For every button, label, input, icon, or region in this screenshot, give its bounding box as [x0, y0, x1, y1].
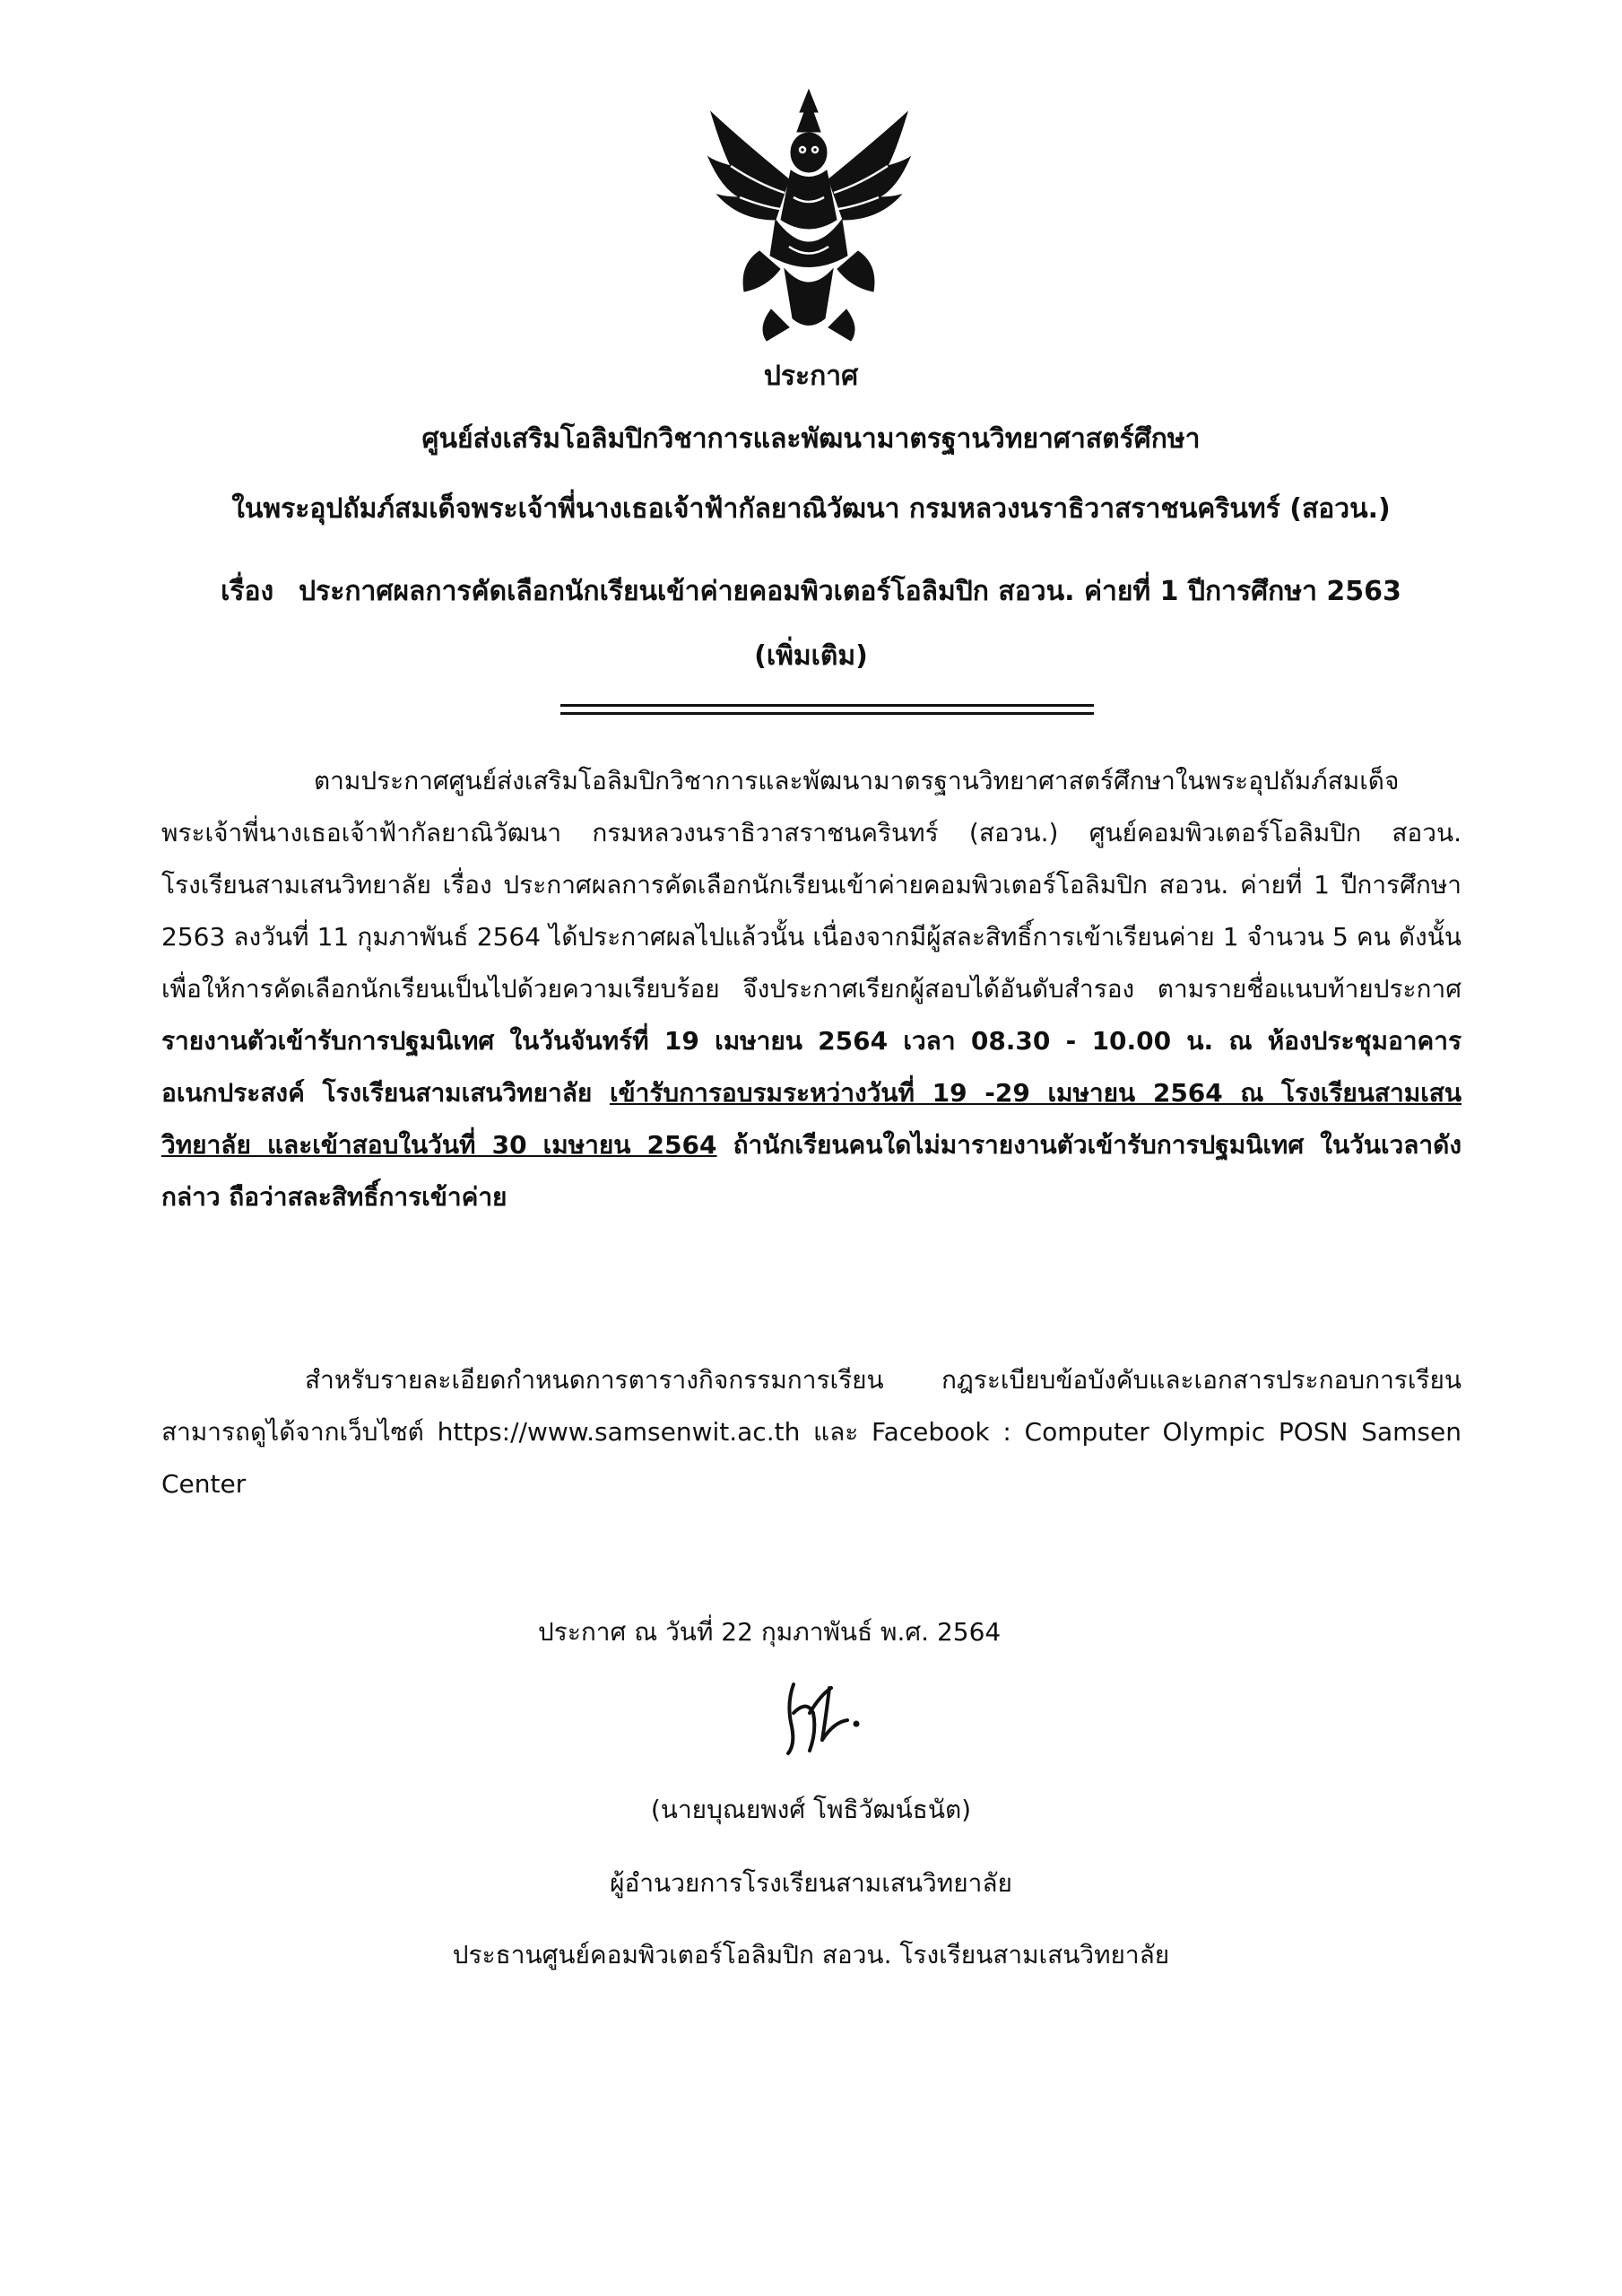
- signer-title-2: ประธานศูนย์คอมพิวเตอร์โอลิมปิก สอวน. โรงเรียนสามเสนวิทยาลัย: [452, 1940, 1170, 1970]
- subject-label: เรื่อง: [221, 576, 274, 607]
- subject-line: [0, 574, 1622, 610]
- p1-training-dates: เข้ารับการอบรมระหว่างวันที่ 19 -29 เมษายน 2564 ณ โรงเรียนสามเสนวิทยาลัย และเข้าสอบในวันที่ 30 เมษายน 2564: [161, 1078, 1462, 1160]
- body-paragraph-1: [161, 755, 1462, 1223]
- body-paragraph-2: สำหรับรายละเอียดกำหนดการตารางกิจกรรมการเรียน กฎระเบียบข้อบังคับและเอกสารประกอบการเรียน สามารถดูได้จากเว็บไซต์ https://www.samsenwit.ac.th และ Facebook : Computer Olympic POSN Samsen Center: [161, 1365, 1462, 1499]
- p1-forfeit-notice: ถ้านักเรียนคนใดไม่มารายงานตัวเข้ารับการปฐมนิเทศ ในวันเวลาดังกล่าว ถือว่าสละสิทธิ์การเข้าค่าย: [161, 1130, 1462, 1212]
- garuda-emblem-icon: [704, 85, 915, 345]
- signature: [767, 1677, 865, 1758]
- supplement-label: (เพิ่มเติม): [754, 640, 868, 672]
- document-title: ประกาศ: [763, 361, 859, 392]
- subject-text: ประกาศผลการคัดเลือกนักเรียนเข้าค่ายคอมพิวเตอร์โอลิมปิก สอวน. ค่ายที่ 1 ปีการศึกษา 2563: [299, 576, 1401, 607]
- signer-title-1: ผู้อำนวยการโรงเรียนสามเสนวิทยาลัย: [610, 1868, 1012, 1898]
- divider-top: [560, 704, 1094, 707]
- divider-bottom: [560, 712, 1094, 715]
- p1-report-notice: รายงานตัวเข้ารับการปฐมนิเทศ ในวันจันทร์ที่ 19 เมษายน 2564 เวลา 08.30 - 10.00 น. ณ ห้องประชุมอาคารอเนกประสงค์ โรงเรียนสามเสนวิทยาลัย: [161, 1026, 1462, 1108]
- organization-line-1: ศูนย์ส่งเสริมโอลิมปิกวิชาการและพัฒนามาตรฐานวิทยาศาสตร์ศึกษา: [421, 423, 1201, 455]
- p1-text: ตามประกาศศูนย์ส่งเสริมโอลิมปิกวิชาการและพัฒนามาตรฐานวิทยาศาสตร์ศึกษาในพระอุปถัมภ์สมเด็จพระเจ้าพี่นางเธอเจ้าฟ้ากัลยาณิวัฒนา กรมหลวงนราธิวาสราชนครินทร์ (สอวน.) ศูนย์คอมพิวเตอร์โอลิมปิก สอวน. โรงเรียนสามเสนวิทยาลัย เรื่อง ประกาศผลการคัดเลือกนักเรียนเข้าค่ายคอมพิวเตอร์โอลิมปิก สอวน. ค่ายที่ 1 ปีการศึกษา 2563 ลงวันที่ 11 กุมภาพันธ์ 2564 ได้ประกาศผลไปแล้วนั้น เนื่องจากมีผู้สละสิทธิ์การเข้าเรียนค่าย 1 จำนวน 5 คน ดังนั้น เพื่อให้การคัดเลือกนักเรียนเป็นไปด้วยความเรียบร้อย จึงประกาศเรียกผู้สอบได้อันดับสำรอง ตามรายชื่อแนบท้ายประกาศ: [161, 766, 1462, 1004]
- signer-name: (นายบุณยพงศ์ โพธิวัฒน์ธนัต): [650, 1795, 972, 1824]
- announcement-date: ประกาศ ณ วันที่ 22 กุมภาพันธ์ พ.ศ. 2564: [538, 1617, 1002, 1647]
- organization-line-2: ในพระอุปถัมภ์สมเด็จพระเจ้าพี่นางเธอเจ้าฟ้ากัลยาณิวัฒนา กรมหลวงนราธิวาสราชนครินทร์ (สอวน.): [231, 493, 1391, 525]
